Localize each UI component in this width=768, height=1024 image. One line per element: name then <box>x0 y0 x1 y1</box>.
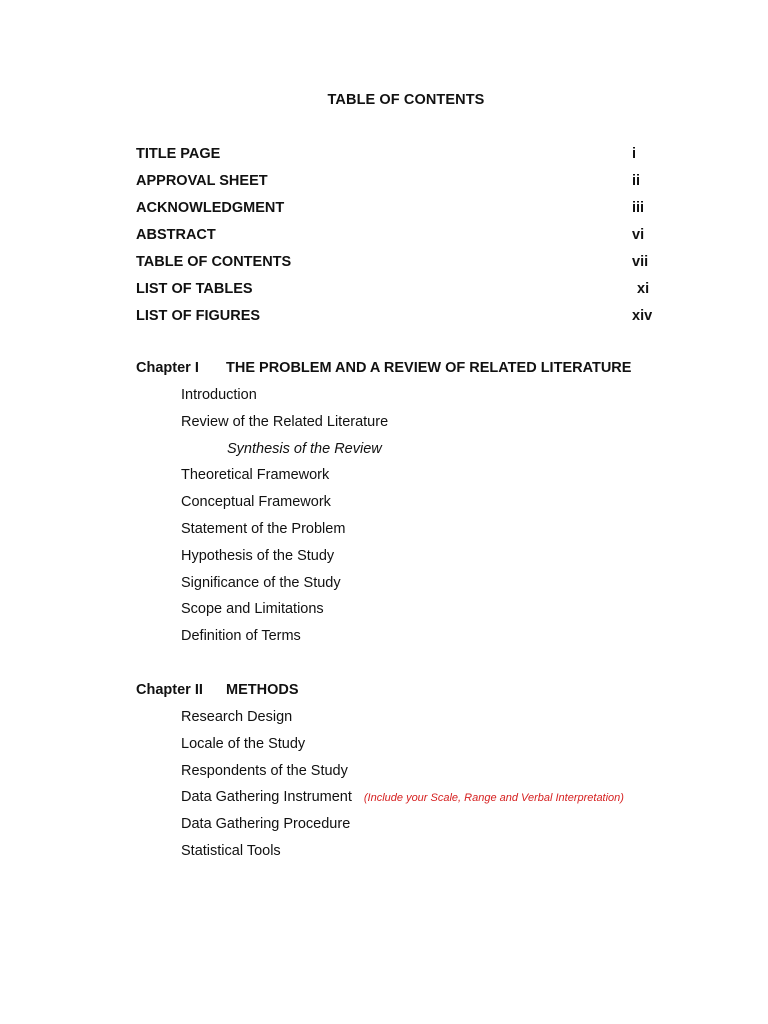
chapter-2 <box>136 682 696 870</box>
section-data-gathering-instrument <box>136 789 696 816</box>
section-label: Data Gathering Instrument <box>181 789 352 806</box>
section-data-gathering-procedure: Data Gathering Procedure <box>181 816 351 833</box>
page-title: TABLE OF CONTENTS <box>327 92 485 108</box>
toc-entry-approval-sheet <box>136 173 656 200</box>
toc-entry-list-of-tables <box>136 281 656 308</box>
instrument-note: (Include your Scale, Range and Verbal Interpretation) <box>363 792 624 805</box>
toc-entry-label: LIST OF TABLES <box>136 281 253 297</box>
toc-entry-page: vii <box>632 254 649 270</box>
toc-entry-page: xiv <box>632 308 653 324</box>
toc-entry-page: xi <box>637 281 650 297</box>
toc-entry-label: APPROVAL SHEET <box>136 173 268 189</box>
toc-entry-page: iii <box>632 200 645 216</box>
section-locale-of-study: Locale of the Study <box>181 735 306 752</box>
section-definition-of-terms: Definition of Terms <box>181 628 301 645</box>
section-hypothesis: Hypothesis of the Study <box>181 547 335 564</box>
chapter-number: Chapter I <box>136 360 199 376</box>
section-review-of-related-literature: Review of the Related Literature <box>181 413 389 430</box>
toc-entry-label: ACKNOWLEDGMENT <box>136 200 285 216</box>
toc-entry-list-of-figures <box>136 308 656 335</box>
toc-entry-page: vi <box>632 227 645 243</box>
toc-entry-abstract <box>136 227 656 254</box>
section-scope-and-limitations: Scope and Limitations <box>181 601 324 618</box>
toc-entry-label: LIST OF FIGURES <box>136 308 261 324</box>
chapter-title: THE PROBLEM AND A REVIEW OF RELATED LITERATURE <box>226 360 632 376</box>
section-research-design: Research Design <box>181 709 293 725</box>
section-statistical-tools: Statistical Tools <box>181 842 281 859</box>
chapter-1 <box>136 360 696 655</box>
chapter-number: Chapter II <box>136 682 203 698</box>
section-conceptual-framework: Conceptual Framework <box>181 494 331 511</box>
chapter-heading <box>136 682 696 709</box>
toc-entry-page: ii <box>632 173 641 189</box>
toc-entry-title-page <box>136 146 656 173</box>
section-theoretical-framework: Theoretical Framework <box>181 467 330 484</box>
toc-entry-acknowledgment <box>136 200 656 227</box>
toc-entry-label: ABSTRACT <box>136 227 216 243</box>
subsection-synthesis-of-review: Synthesis of the Review <box>227 440 382 457</box>
section-introduction: Introduction <box>181 387 257 403</box>
chapter-heading <box>136 360 696 387</box>
toc-entry-label: TABLE OF CONTENTS <box>136 254 292 270</box>
toc-entry-page: i <box>632 146 637 162</box>
section-respondents: Respondents of the Study <box>181 762 348 779</box>
toc-entry-table-of-contents <box>136 254 656 281</box>
chapter-title: METHODS <box>226 682 299 698</box>
front-matter-list <box>136 146 656 335</box>
section-significance: Significance of the Study <box>181 574 341 591</box>
toc-entry-label: TITLE PAGE <box>136 146 221 162</box>
section-statement-of-problem: Statement of the Problem <box>181 520 346 537</box>
